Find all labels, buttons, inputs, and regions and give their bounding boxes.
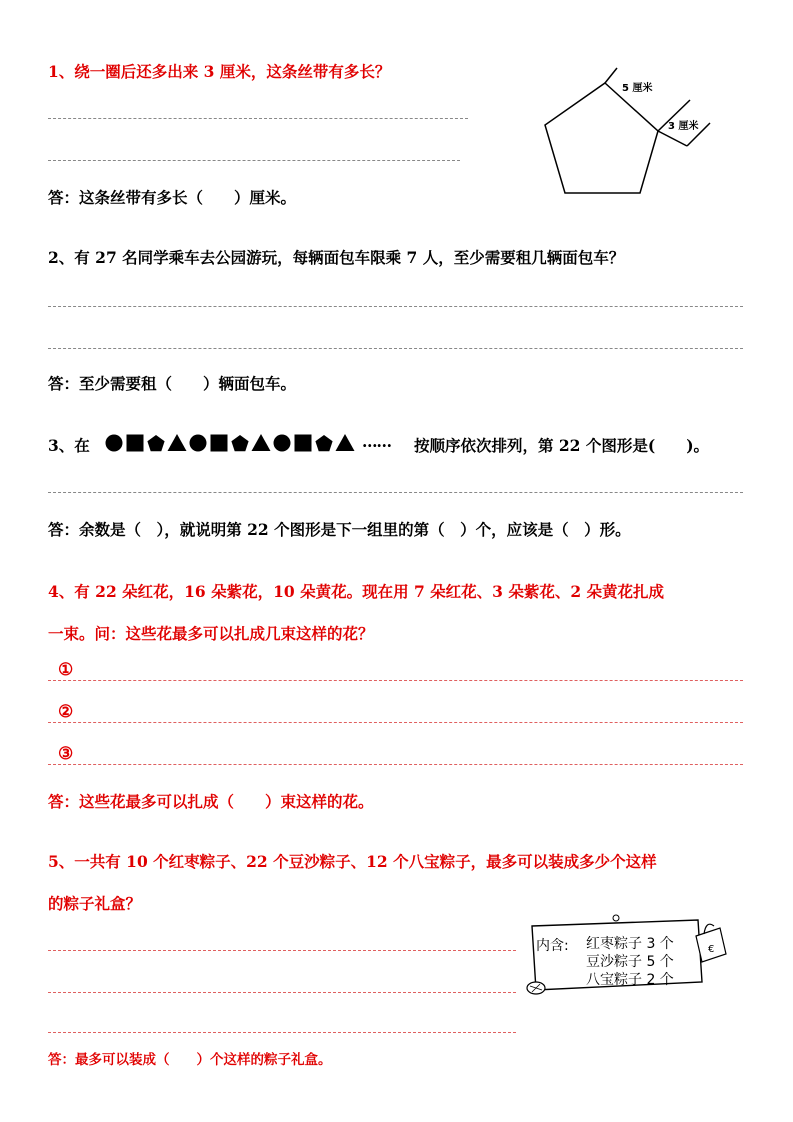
q1-answer-line-2[interactable]: [48, 160, 460, 161]
q5-answer-line-1[interactable]: [48, 950, 516, 951]
circle-shape: [190, 435, 207, 452]
q1-answer: 答：这条丝带有多长（ ）厘米。: [48, 188, 297, 207]
q3-shape-sequence: [104, 432, 364, 454]
q2-answer-line-1[interactable]: [48, 306, 743, 307]
q4-question-line-1: 4、有 22 朵红花，16 朵紫花，10 朵黄花。现在用 7 朵红花、3 朵紫花、2 朵黄花扎成: [48, 582, 665, 601]
q2-answer: 答：至少需要租（ ）辆面包车。: [48, 374, 297, 393]
box-title: 内含:: [536, 938, 569, 954]
q4-step-2-line[interactable]: [48, 722, 743, 723]
shopping-bag-icon: [696, 924, 726, 962]
q1-label-side: 5 厘米: [622, 83, 653, 94]
q1-pentagon-figure: [535, 60, 725, 200]
q4-step-1: ①: [58, 660, 74, 680]
q5-answer-line-2[interactable]: [48, 992, 516, 993]
q2-answer-line-2[interactable]: [48, 348, 743, 349]
circle-shape: [274, 435, 291, 452]
q4-step-2: ②: [58, 702, 74, 722]
q5-question-line-1: 5、一共有 10 个红枣粽子、22 个豆沙粽子、12 个八宝粽子，最多可以装成多少个这样: [48, 852, 657, 871]
triangle-shape: [252, 434, 271, 451]
q3-prefix: 3、在: [48, 436, 90, 455]
q2-question: 2、有 27 名同学乘车去公园游玩，每辆面包车限乘 7 人，至少需要租几辆面包车？: [48, 248, 625, 267]
square-shape: [211, 435, 228, 452]
circle-shape: [106, 435, 123, 452]
q3-answer-line[interactable]: [48, 492, 743, 493]
q4-question-line-2: 一束。问：这些花最多可以扎成几束这样的花？: [48, 624, 374, 643]
svg-text:€: €: [708, 944, 715, 955]
q5-answer-line-3[interactable]: [48, 1032, 516, 1033]
box-item-2: 豆沙粽子 5 个: [586, 954, 674, 970]
pentagon-shape: [231, 435, 248, 451]
pentagon-shape: [315, 435, 332, 451]
tag-hole-icon: [613, 915, 619, 921]
q5-gift-box-tag: [520, 910, 730, 1000]
q4-step-1-line[interactable]: [48, 680, 743, 681]
box-item-1: 红枣粽子 3 个: [586, 936, 674, 952]
box-item-3: 八宝粽子 2 个: [586, 972, 674, 988]
q5-answer: 答：最多可以装成（ ）个这样的粽子礼盒。: [48, 1052, 332, 1068]
q1-answer-line-1[interactable]: [48, 118, 468, 119]
pentagon-shape: [545, 83, 658, 193]
q4-answer: 答：这些花最多可以扎成（ ）束这样的花。: [48, 792, 374, 811]
square-shape: [127, 435, 144, 452]
q3-suffix: 按顺序依次排列，第 22 个图形是( )。: [414, 436, 710, 455]
q5-question-line-2: 的粽子礼盒？: [48, 894, 142, 913]
triangle-shape: [168, 434, 187, 451]
square-shape: [295, 435, 312, 452]
q1-question: 1、绕一圈后还多出来 3 厘米，这条丝带有多长？: [48, 62, 391, 81]
q1-label-extra: 3 厘米: [668, 121, 699, 132]
q3-answer: 答：余数是（ ），就说明第 22 个图形是下一组里的第（ ）个，应该是（ ）形。: [48, 520, 631, 539]
q4-step-3: ③: [58, 744, 74, 764]
triangle-shape: [336, 434, 355, 451]
q3-dots: ……: [362, 432, 391, 451]
ribbon-bow-icon: [527, 982, 545, 994]
q4-step-3-line[interactable]: [48, 764, 743, 765]
pentagon-shape: [147, 435, 164, 451]
